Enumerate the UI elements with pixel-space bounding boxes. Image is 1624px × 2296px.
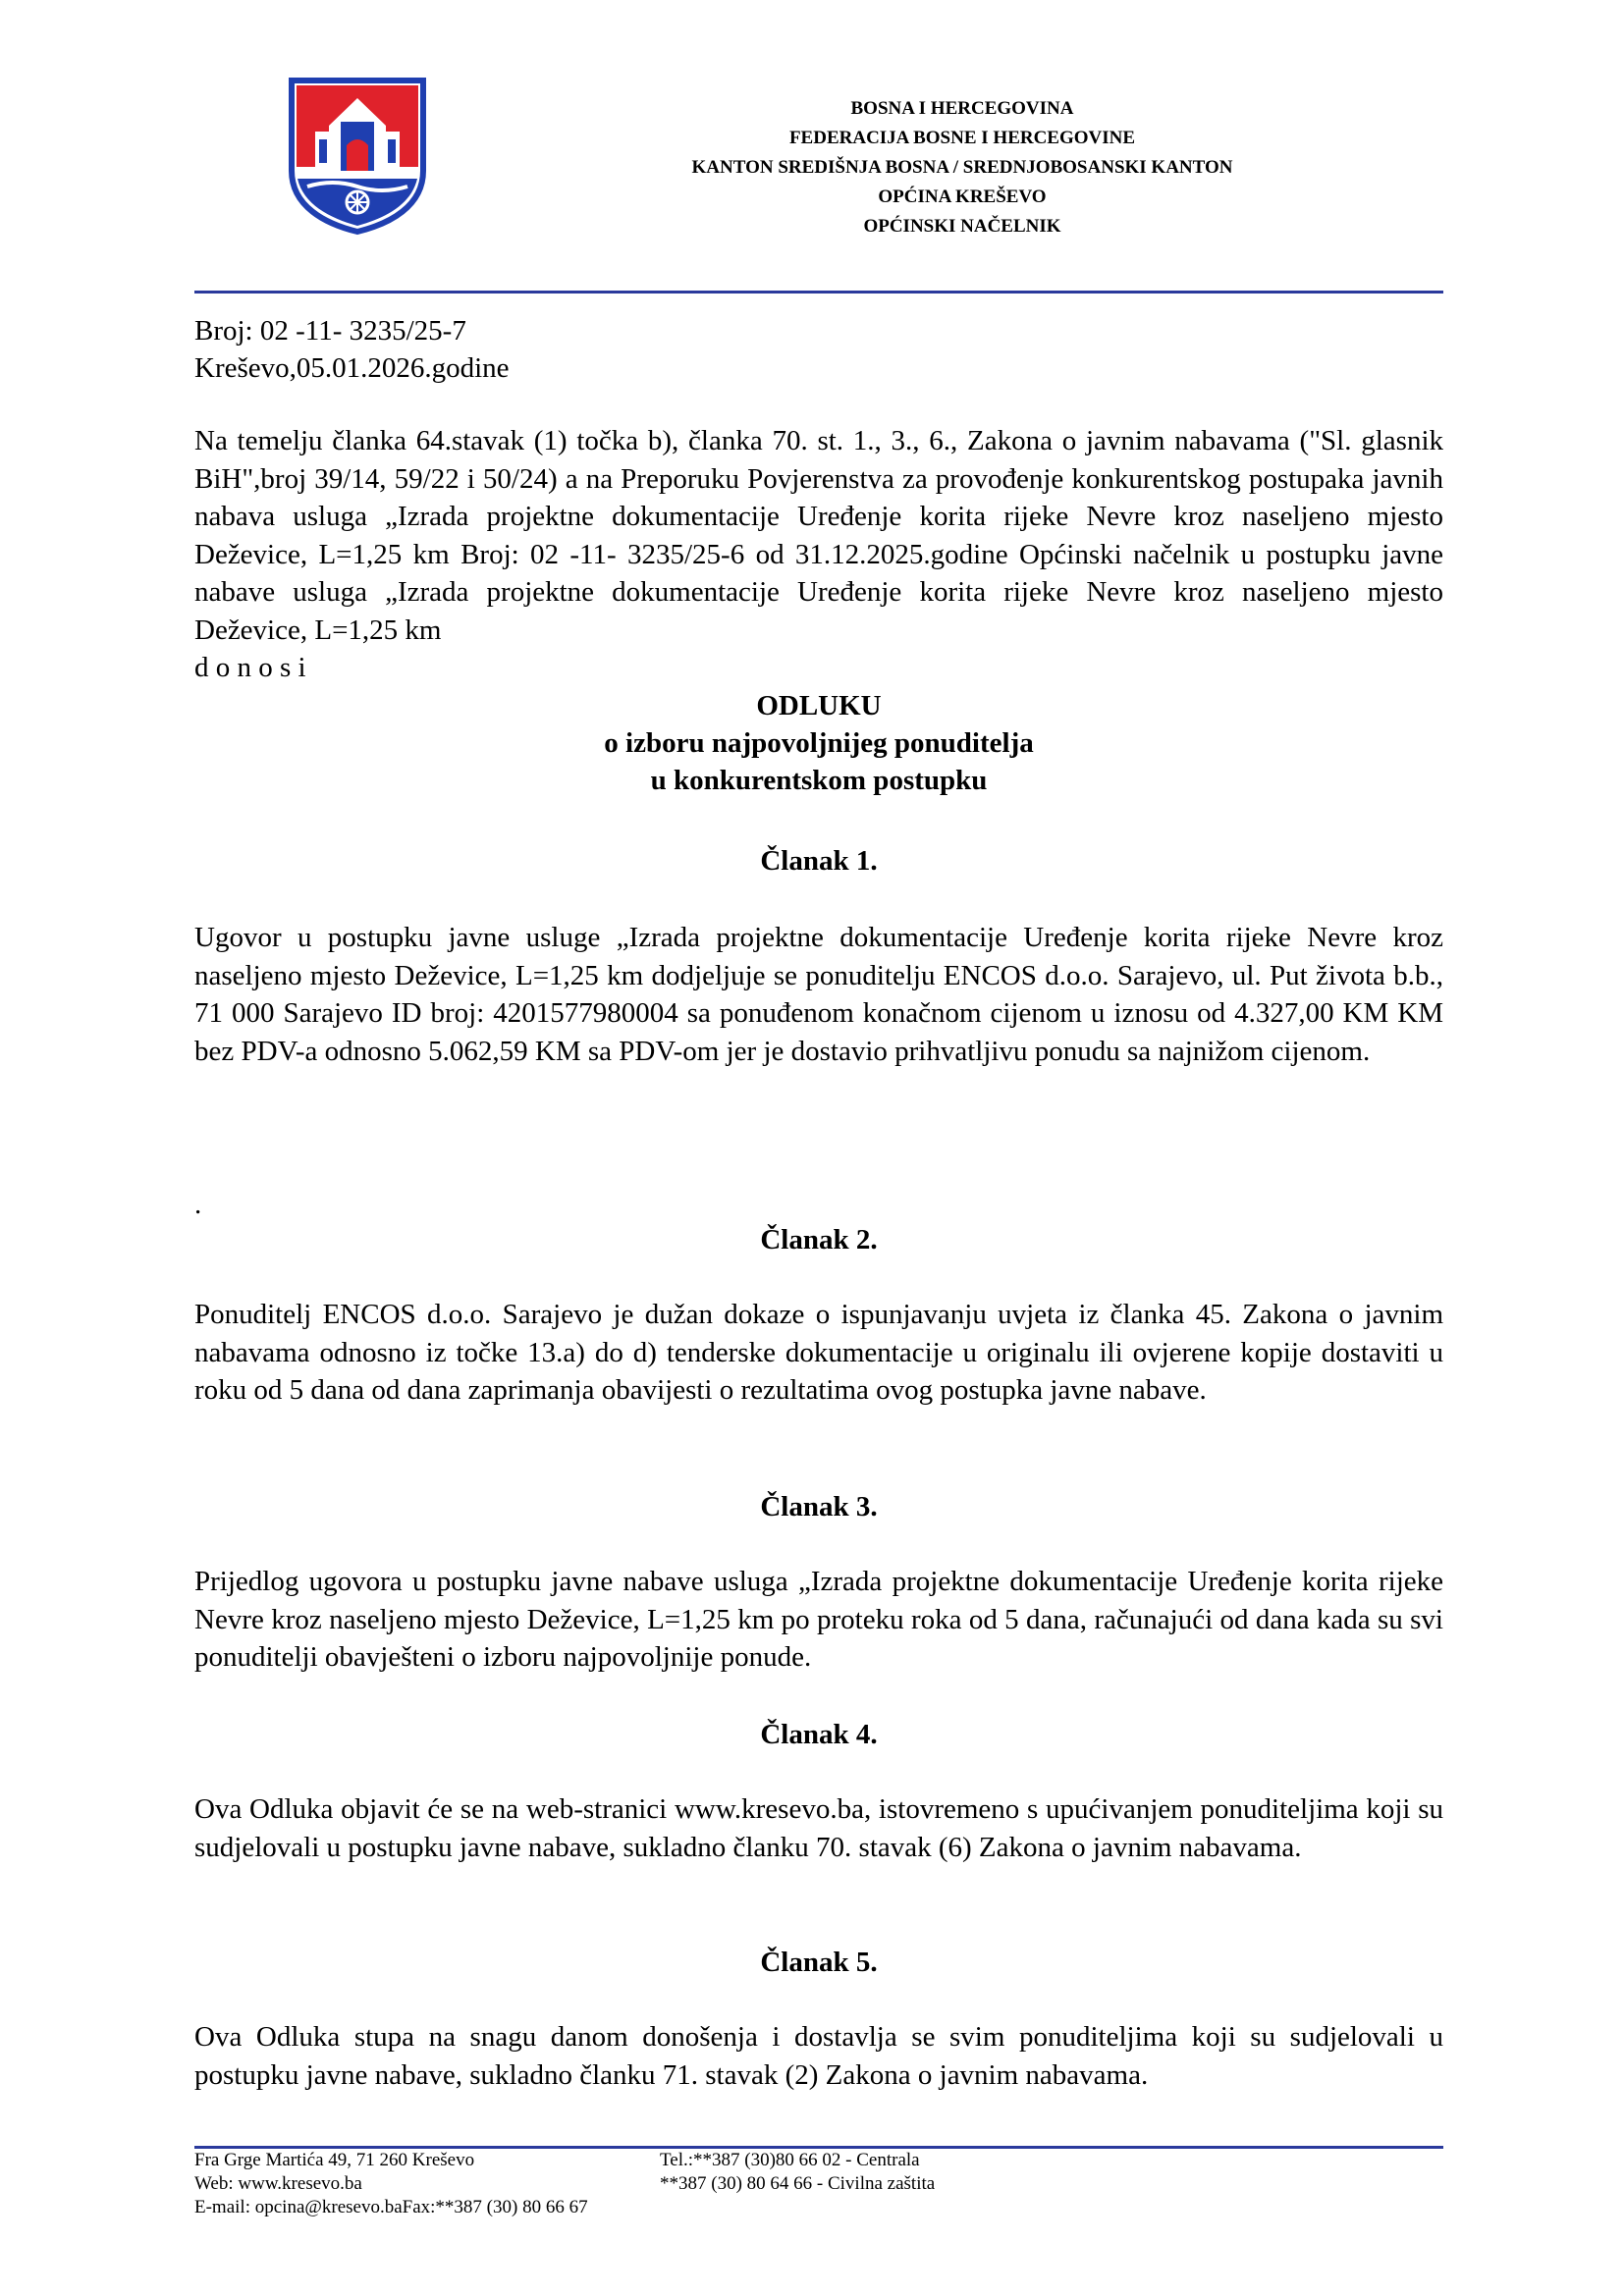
- preamble-text: Na temelju članka 64.stavak (1) točka b), članka 70. st. 1., 3., 6., Zakona o javnim nabavama ("Sl. glasnik BiH",broj 39/14, 59/22 i 50/24) a na Preporuku Povjerenstva za provođenje konkurentskog postupaka javnih nabava usluga „Izrada projektne dokumentacije Uređenje korita rijeke Nevre kroz naseljeno mjesto Deževice, L=1,25 km Broj: 02 -11- 3235/25-6 od 31.12.2025.godine Općinski načelnik u postupku javne nabave usluga „Izrada projektne dokumentacije Uređenje korita rijeke Nevre kroz naseljeno mjesto Deževice, L=1,25 km: [194, 425, 1443, 646]
- header-line-federation: FEDERACIJA BOSNE I HERCEGOVINE: [788, 128, 1136, 148]
- footer-address: Fra Grge Martića 49, 71 260 Kreševo: [194, 2150, 475, 2170]
- header-line-office: OPĆINSKI NAČELNIK: [863, 216, 1061, 237]
- stray-dot: .: [194, 1189, 202, 1220]
- municipality-crest-logo: [288, 77, 427, 236]
- footer-contact-right: [660, 2149, 935, 2196]
- header-line-municipality: OPĆINA KREŠEVO: [878, 187, 1047, 207]
- footer-tel-civil: **387 (30) 80 64 66 - Civilna zaštita: [660, 2173, 936, 2194]
- article-1-text: Ugovor u postupku javne usluge „Izrada projektne dokumentacije Uređenje korita rijeke Nevre kroz naseljeno mjesto Deževice, L=1,25 km dodjeljuje se ponuditelju ENCOS d.o.o. Sarajevo, ul. Put života b.b., 71 000 Sarajevo ID broj: 4201577980004 sa ponuđenom konačnom cijenom u iznosu od 4.327,00 KM KM bez PDV-a odnosno 5.062,59 KM sa PDV-om jer je dostavio prihvatljivu ponudu sa najnižom cijenom.: [194, 922, 1443, 1067]
- article-1-heading: Članak 1.: [760, 845, 878, 877]
- reference-number: Broj: 02 -11- 3235/25-7: [194, 315, 466, 347]
- decision-title-block: [194, 687, 1443, 799]
- article-4-heading: Članak 4.: [760, 1719, 878, 1750]
- article-2-heading: Članak 2.: [760, 1224, 878, 1255]
- header-line-canton: KANTON SREDIŠNJA BOSNA / SREDNJOBOSANSKI KANTON: [691, 157, 1233, 178]
- donosi-text: d o n o s i: [194, 652, 306, 683]
- footer-contact-left: [194, 2149, 588, 2219]
- header-line-country: BOSNA I HERCEGOVINA: [850, 98, 1074, 119]
- decision-subtitle-1: o izboru najpovoljnijeg ponuditelja: [604, 727, 1034, 759]
- article-2-text: Ponuditelj ENCOS d.o.o. Sarajevo je dužan dokaze o ispunjavanju uvjeta iz članka 45. Zakona o javnim nabavama odnosno iz točke 13.a) do d) tenderske dokumentacije u originalu ili ovjerene kopije dostaviti u roku od 5 dana od dana zaprimanja obavijesti o rezultatima ovog postupka javne nabave.: [194, 1299, 1443, 1406]
- preamble-paragraph: [194, 422, 1443, 687]
- decision-subtitle-2: u konkurentskom postupku: [650, 765, 988, 796]
- article-4-text: Ova Odluka objavit će se na web-stranici www.kresevo.ba, istovremeno s upućivanjem ponuditeljima koji su sudjelovali u postupku javne nabave, sukladno članku 70. stavak (6) Zakona o javnim nabavama.: [194, 1793, 1443, 1863]
- article-3-heading: Članak 3.: [760, 1491, 878, 1522]
- footer-tel-central: Tel.:**387 (30)80 66 02 - Centrala: [660, 2150, 920, 2170]
- decision-title: ODLUKU: [756, 690, 882, 721]
- header-divider: [194, 291, 1443, 294]
- place-date: Kreševo,05.01.2026.godine: [194, 352, 510, 384]
- letterhead: [569, 94, 1355, 241]
- footer-email-fax: E-mail: opcina@kresevo.baFax:**387 (30) 80 66 67: [194, 2197, 588, 2217]
- article-3-text: Prijedlog ugovora u postupku javne nabave usluga „Izrada projektne dokumentacije Uređenje korita rijeke Nevre kroz naseljeno mjesto Deževice, L=1,25 km po proteku roka od 5 dana, računajući od dana kada su svi ponuditelji obavješteni o izboru najpovoljnije ponude.: [194, 1566, 1443, 1673]
- article-5-heading: Članak 5.: [760, 1947, 878, 1978]
- footer-web: Web: www.kresevo.ba: [194, 2173, 362, 2194]
- article-5-text: Ova Odluka stupa na snagu danom donošenja i dostavlja se svim ponuditeljima koji su sudjelovali u postupku javne nabave, sukladno članku 71. stavak (2) Zakona o javnim nabavama.: [194, 2021, 1443, 2091]
- document-meta: [194, 312, 510, 387]
